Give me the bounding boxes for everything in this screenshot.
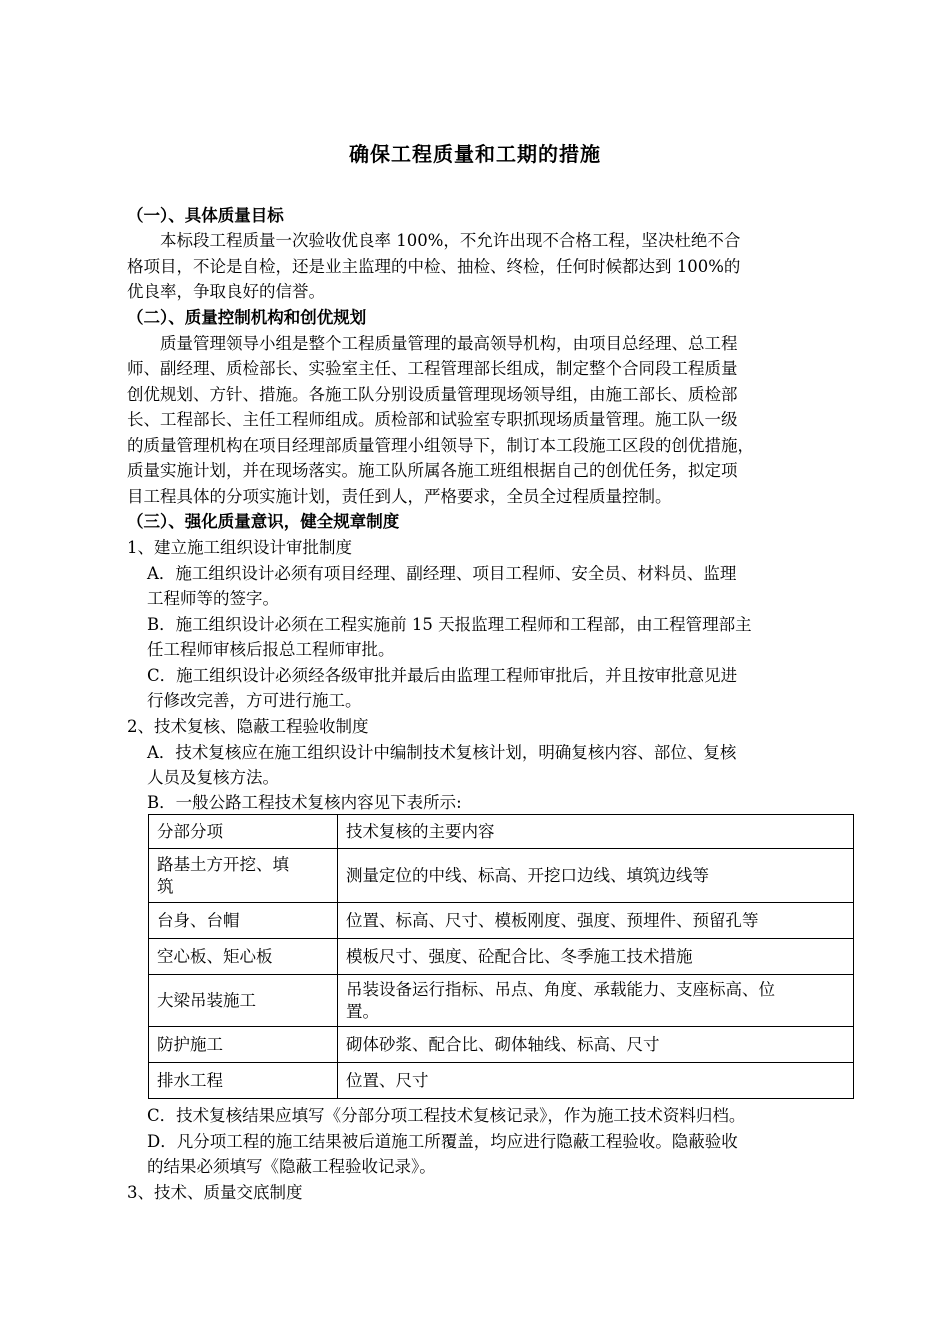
- table-row: [149, 903, 854, 939]
- list-heading-1: 1、建立施工组织设计审批制度: [127, 538, 352, 557]
- table-header-cell: 分部分项: [149, 815, 338, 849]
- paragraph-line: 优良率，争取良好的信誉。: [127, 282, 325, 301]
- list-item-line: 的结果必须填写《隐蔽工程验收记录》。: [147, 1157, 436, 1176]
- document-title: 确保工程质量和工期的措施: [349, 142, 601, 166]
- paragraph-line: 师、副经理、质检部长、实验室主任、工程管理部长组成，制定整个合同段工程质量: [127, 359, 738, 378]
- paragraph-line: 本标段工程质量一次验收优良率 100%，不允许出现不合格工程，坚决杜绝不合: [127, 231, 741, 250]
- table-row: [149, 975, 854, 1027]
- section-heading-1: （一）、具体质量目标: [127, 206, 284, 225]
- table-cell: 砌体砂浆、配合比、砌体轴线、标高、尺寸: [338, 1027, 854, 1063]
- paragraph-line: 长、工程部长、主任工程师组成。质检部和试验室专职抓现场质量管理。施工队一级: [127, 410, 738, 429]
- section-heading-3: （三）、强化质量意识，健全规章制度: [127, 512, 400, 531]
- list-item-line: C．施工组织设计必须经各级审批并最后由监理工程师审批后，并且按审批意见进: [147, 666, 738, 685]
- table-cell: 大梁吊装施工: [149, 975, 338, 1027]
- list-heading-2: 2、技术复核、隐蔽工程验收制度: [127, 717, 369, 736]
- list-item-line: A．施工组织设计必须有项目经理、副经理、项目工程师、安全员、材料员、监理: [147, 564, 737, 583]
- section-heading-2: （二）、质量控制机构和创优规划: [127, 308, 367, 327]
- table-row: [149, 939, 854, 975]
- paragraph-line: 质量实施计划，并在现场落实。施工队所属各施工班组根据自己的创优任务，拟定项: [127, 461, 738, 480]
- table-cell: 位置、尺寸: [338, 1063, 854, 1099]
- table-row: [149, 849, 854, 903]
- paragraph-line: 格项目，不论是自检，还是业主监理的中检、抽检、终检，任何时候都达到 100%的: [127, 257, 741, 276]
- technical-review-table: [148, 814, 854, 1099]
- table-row: [149, 1027, 854, 1063]
- paragraph-line: 目工程具体的分项实施计划，责任到人，严格要求，全员全过程质量控制。: [127, 487, 672, 506]
- list-item-line: 工程师等的签字。: [147, 589, 279, 608]
- list-item-line: 任工程师审核后报总工程师审批。: [147, 640, 395, 659]
- table-cell: 空心板、矩心板: [149, 939, 338, 975]
- list-item-line: D．凡分项工程的施工结果被后道施工所覆盖，均应进行隐蔽工程验收。隐蔽验收: [147, 1132, 738, 1151]
- table-cell: 模板尺寸、强度、砼配合比、冬季施工技术措施: [338, 939, 854, 975]
- table-cell: 吊装设备运行指标、吊点、角度、承载能力、支座标高、位 置。: [338, 975, 854, 1027]
- paragraph-line: 质量管理领导小组是整个工程质量管理的最高领导机构，由项目总经理、总工程: [127, 334, 738, 353]
- table-row: [149, 1063, 854, 1099]
- table-cell: 防护施工: [149, 1027, 338, 1063]
- table-cell: 路基土方开挖、填 筑: [149, 849, 338, 903]
- table-header-row: [149, 815, 854, 849]
- list-item-line: 行修改完善，方可进行施工。: [147, 691, 362, 710]
- table-cell: 台身、台帽: [149, 903, 338, 939]
- list-item-line: C．技术复核结果应填写《分部分项工程技术复核记录》，作为施工技术资料归档。: [147, 1106, 746, 1125]
- table-cell: 排水工程: [149, 1063, 338, 1099]
- list-item-line: B．施工组织设计必须在工程实施前 15 天报监理工程师和工程部，由工程管理部主: [147, 615, 752, 634]
- table-cell: 位置、标高、尺寸、模板刚度、强度、预埋件、预留孔等: [338, 903, 854, 939]
- paragraph-line: 创优规划、方针、措施。各施工队分别设质量管理现场领导组，由施工部长、质检部: [127, 385, 738, 404]
- list-heading-3: 3、技术、质量交底制度: [127, 1183, 303, 1202]
- table-header-cell: 技术复核的主要内容: [338, 815, 854, 849]
- list-item-line: A．技术复核应在施工组织设计中编制技术复核计划，明确复核内容、部位、复核: [147, 743, 737, 762]
- list-item-line: 人员及复核方法。: [147, 768, 279, 787]
- list-item-line: B．一般公路工程技术复核内容见下表所示:: [147, 793, 462, 812]
- table-cell: 测量定位的中线、标高、开挖口边线、填筑边线等: [338, 849, 854, 903]
- paragraph-line: 的质量管理机构在项目经理部质量管理小组领导下，制订本工段施工区段的创优措施，: [127, 436, 754, 455]
